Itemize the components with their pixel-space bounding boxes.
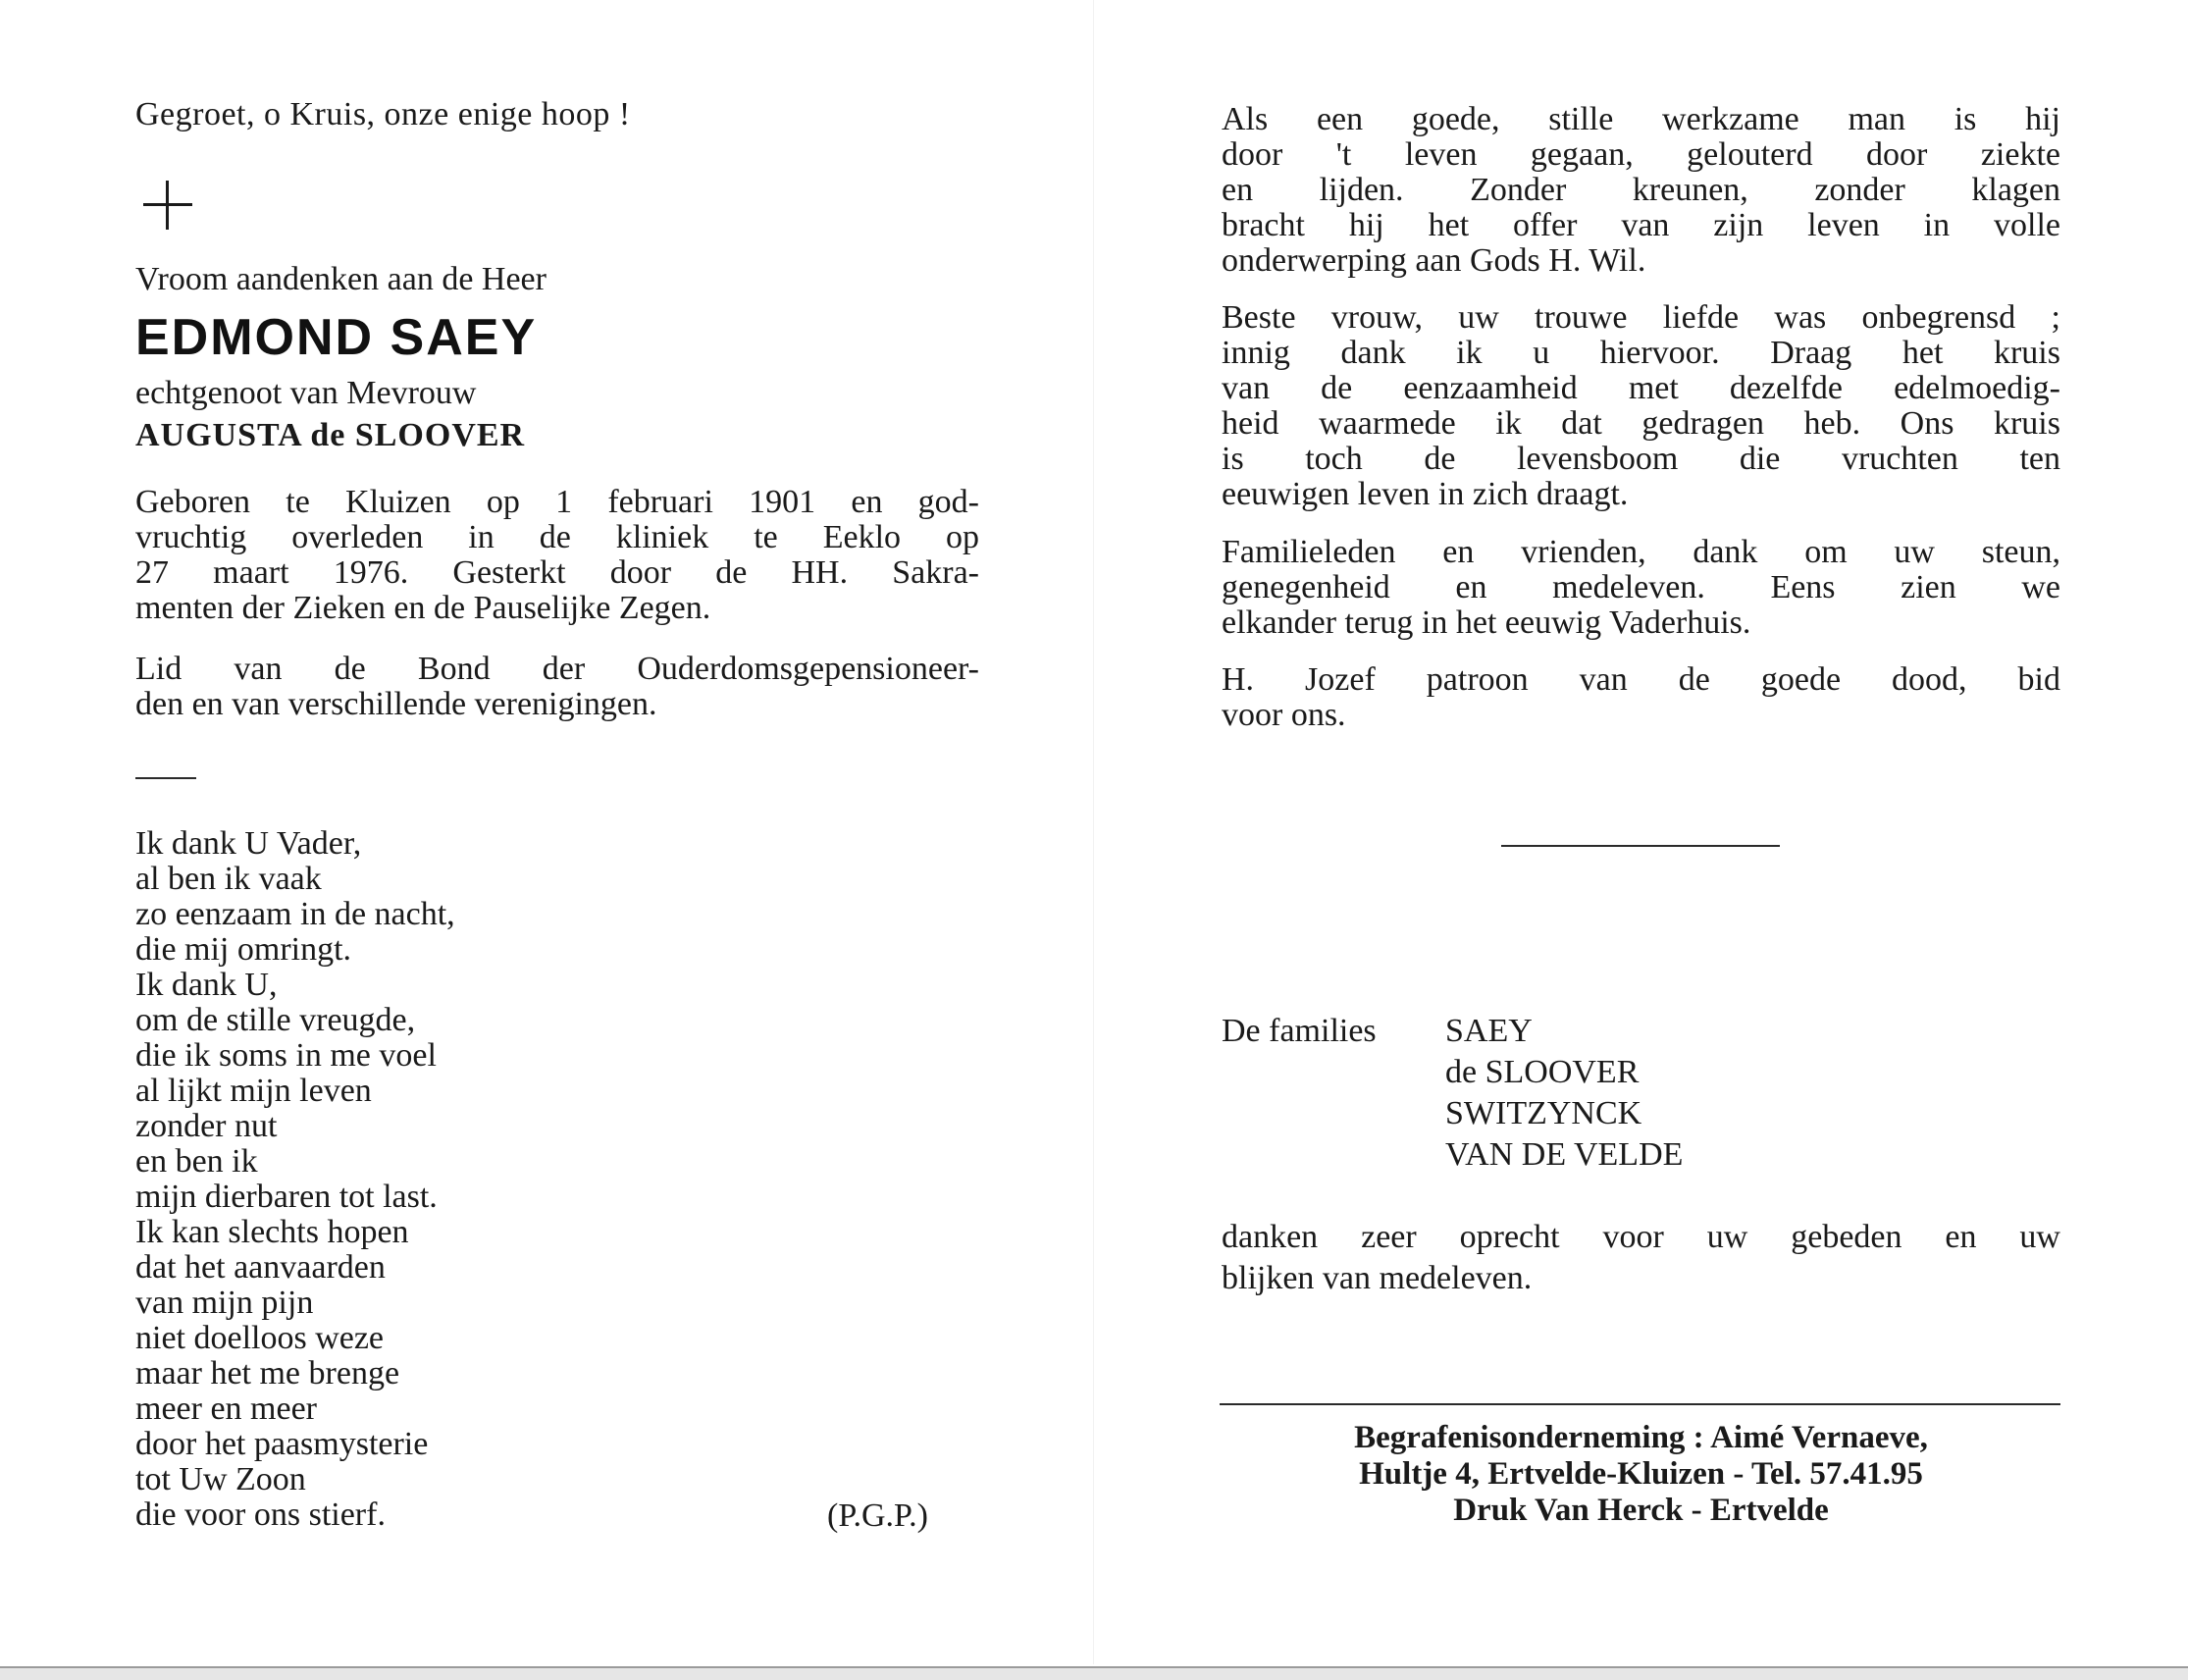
wife-line: van de eenzaamheid met dezelfde edelmoedig- [1222,370,2060,406]
tribute-line: Als een goede, stille werkzame man is hij [1222,101,2060,137]
families-label: De families [1222,1013,1377,1049]
thanks-paragraph [1222,1217,2060,1299]
prayer-paragraph [1222,662,2060,733]
biography-line: vruchtig overleden in de kliniek te Eeklo op [135,519,979,555]
poem-line: maar het me brenge [135,1355,400,1391]
thanks-line: blijken van medeleven. [1222,1260,1533,1296]
tribute-line: bracht hij het offer van zijn leven in volle [1222,207,2060,243]
divider [135,777,196,779]
printer-line: Druk Van Herck - Ertvelde [1453,1493,1829,1528]
family-line: Familieleden en vrienden, dank om uw steun, [1222,534,2060,570]
poem-line: om de stille vreugde, [135,1002,416,1038]
poem-line: door het paasmysterie [135,1426,429,1462]
deceased-name: EDMOND SAEY [135,309,538,366]
memorial-intro: Vroom aandenken aan de Heer [135,261,547,297]
poem-line: niet doelloos weze [135,1320,385,1356]
family-name: SWITZYNCK [1445,1095,1642,1131]
poem-line: zo eenzaam in de nacht, [135,896,455,932]
spouse-name: AUGUSTA de SLOOVER [135,417,526,453]
poem-line: die voor ons stierf. [135,1496,386,1533]
family-name: VAN DE VELDE [1445,1136,1684,1173]
poem-line: Ik kan slechts hopen [135,1214,409,1250]
membership-line: Lid van de Bond der Ouderdomsgepensioneer- [135,651,979,687]
poem-line: meer en meer [135,1391,317,1427]
funeral-director-info [1222,1420,2060,1529]
tribute-line: en lijden. Zonder kreunen, zonder klagen [1222,172,2060,208]
biography-line: 27 maart 1976. Gesterkt door de HH. Sakra- [135,554,979,591]
spouse-label: echtgenoot van Mevrouw [135,375,477,411]
tribute-line: door 't leven gegaan, gelouterd door ziekte [1222,136,2060,173]
divider [1501,845,1780,847]
prayer-line: voor ons. [1222,697,1346,733]
poem-line: al lijkt mijn leven [135,1073,372,1109]
cross-icon [143,181,192,230]
divider [1220,1403,2060,1405]
funeral-director-line: Begrafenisonderneming : Aimé Vernaeve, [1354,1420,1928,1455]
biography [135,485,979,626]
greeting-text: Gegroet, o Kruis, onze enige hoop ! [135,96,631,132]
wife-line: innig dank ik u hiervoor. Draag het kruis [1222,335,2060,371]
poem [135,826,822,1533]
poem-line: tot Uw Zoon [135,1461,306,1497]
poem-line: van mijn pijn [135,1285,314,1321]
tribute-paragraph [1222,102,2060,279]
poem-line: zonder nut [135,1108,278,1144]
family-name: de SLOOVER [1445,1054,1640,1090]
family-name: SAEY [1445,1013,1533,1049]
poem-line: mijn dierbaren tot last. [135,1179,438,1215]
tribute-line: onderwerping aan Gods H. Wil. [1222,242,1646,279]
poem-line: al ben ik vaak [135,861,322,897]
biography-line: menten der Zieken en de Pauselijke Zegen. [135,590,711,626]
biography-line: Geboren te Kluizen op 1 februari 1901 en god- [135,484,979,520]
prayer-line: H. Jozef patroon van de goede dood, bid [1222,661,2060,698]
poem-line: Ik dank U Vader, [135,825,362,862]
poem-line: Ik dank U, [135,967,278,1003]
center-fold [1093,0,1094,1664]
wife-line: is toch de levensboom die vruchten ten [1222,441,2060,477]
poem-line: die ik soms in me voel [135,1037,437,1074]
membership-line: den en van verschillende verenigingen. [135,686,657,722]
funeral-address-line: Hultje 4, Ertvelde-Kluizen - Tel. 57.41.95 [1359,1456,1923,1492]
family-paragraph [1222,535,2060,641]
membership [135,652,979,722]
poem-attribution: (P.G.P.) [827,1497,928,1534]
thanks-line: danken zeer oprecht voor uw gebeden en uw [1222,1219,2060,1255]
poem-line: die mij omringt. [135,931,352,968]
wife-line: heid waarmede ik dat gedragen heb. Ons kruis [1222,405,2060,442]
poem-line: dat het aanvaarden [135,1249,386,1286]
wife-line: eeuwigen leven in zich draagt. [1222,476,1629,512]
wife-paragraph [1222,300,2060,512]
family-line: genegenheid en medeleven. Eens zien we [1222,569,2060,605]
poem-line: en ben ik [135,1143,258,1180]
wife-line: Beste vrouw, uw trouwe liefde was onbegrensd ; [1222,299,2060,336]
family-line: elkander terug in het eeuwig Vaderhuis. [1222,604,1751,641]
